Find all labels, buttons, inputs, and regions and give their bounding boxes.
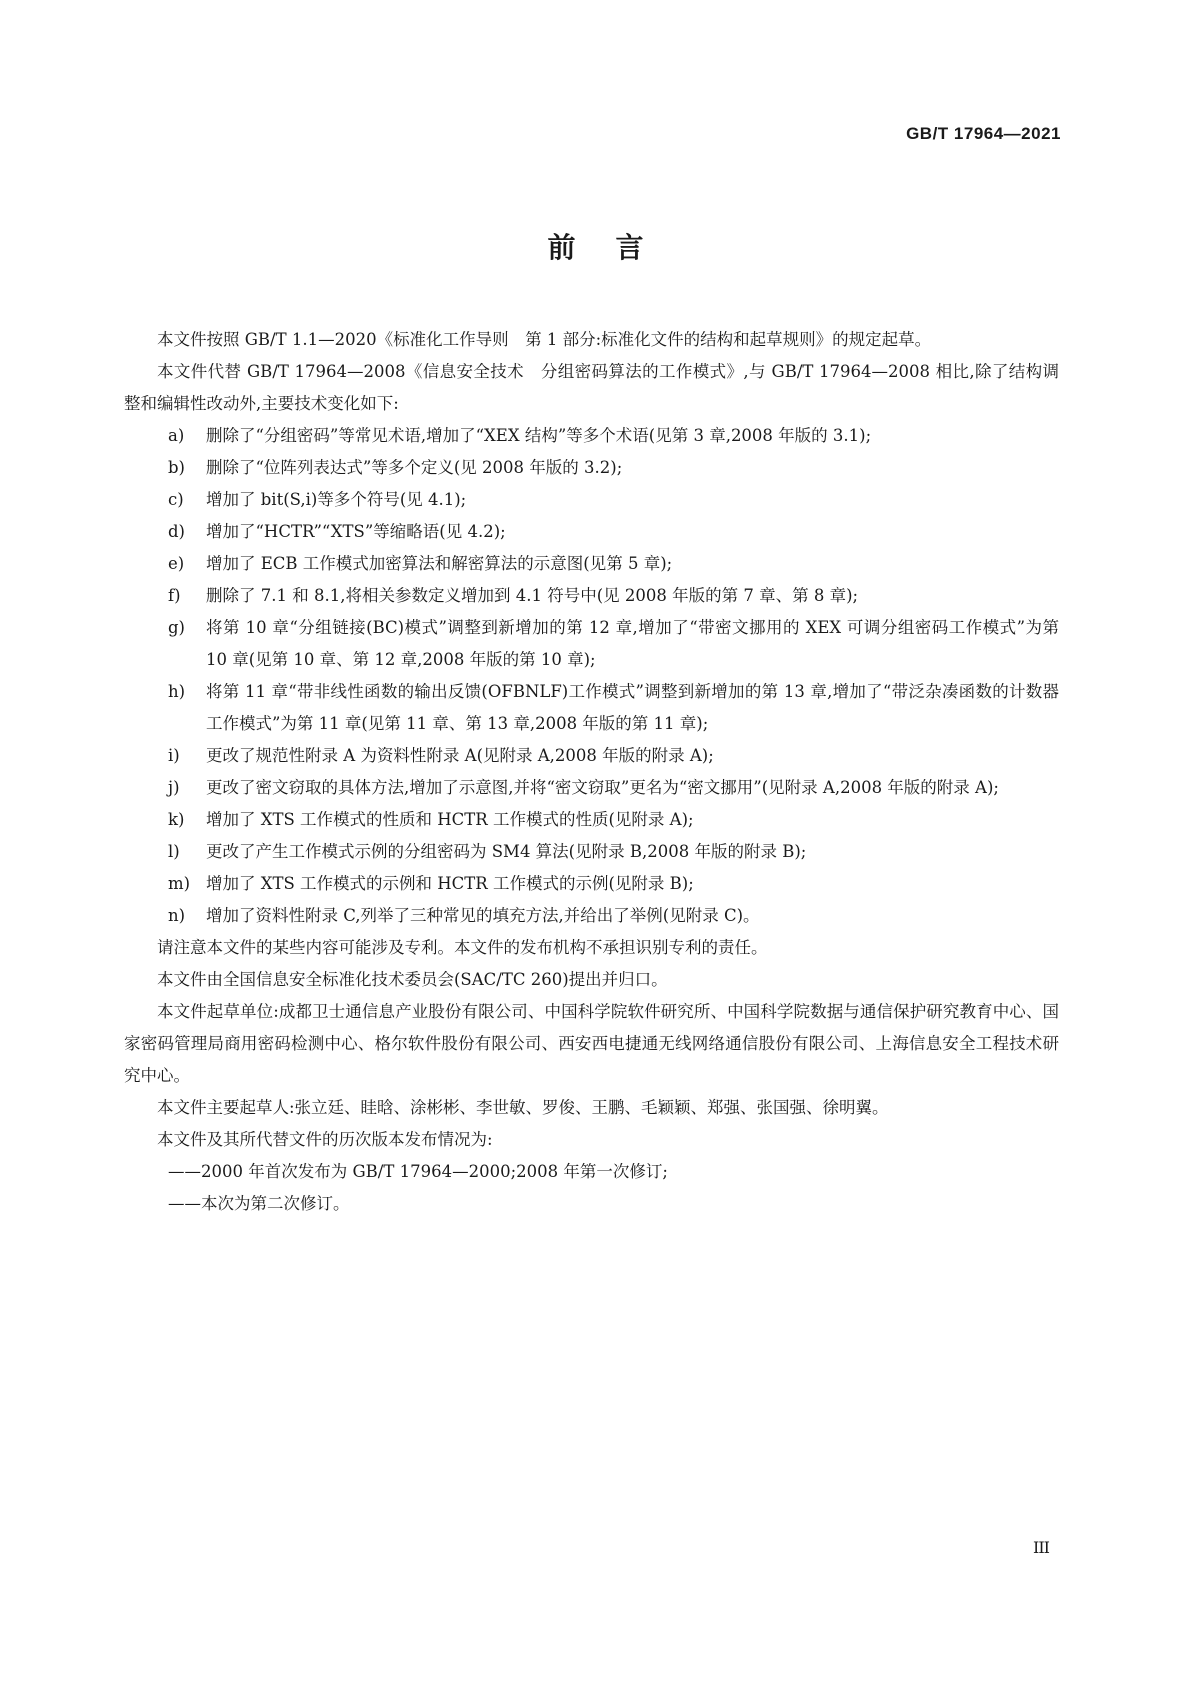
list-marker: c): [168, 490, 184, 509]
list-marker: n): [168, 906, 186, 925]
page-number: III: [1033, 1538, 1049, 1557]
list-text: 更改了规范性附录 A 为资料性附录 A(见附录 A,2008 年版的附录 A);: [206, 746, 714, 765]
list-text: 删除了“位阵列表达式”等多个定义(见 2008 年版的 3.2);: [206, 458, 623, 477]
list-text: 更改了密文窃取的具体方法,增加了示意图,并将“密文窃取”更名为“密文挪用”(见附录 A,2008 年版的附录 A);: [206, 778, 999, 797]
history-item: ——本次为第二次修订。: [168, 1194, 350, 1213]
list-marker: l): [168, 842, 180, 861]
list-item: [124, 484, 1059, 516]
list-item: [124, 516, 1059, 548]
list-marker: d): [168, 522, 185, 541]
list-marker: e): [168, 554, 185, 573]
list-text: 增加了 XTS 工作模式的示例和 HCTR 工作模式的示例(见附录 B);: [206, 874, 694, 893]
list-text: 删除了 7.1 和 8.1,将相关参数定义增加到 4.1 符号中(见 2008 年版的第 7 章、第 8 章);: [206, 586, 859, 605]
list-text: 增加了资料性附录 C,列举了三种常见的填充方法,并给出了举例(见附录 C)。: [206, 906, 760, 925]
list-text: 将第 10 章“分组链接(BC)模式”调整到新增加的第 12 章,增加了“带密文挪用的 XEX 可调分组密码工作模式”为第 10 章(见第 10 章、第 12 章,2008 年版的第 10 章);: [206, 618, 1059, 669]
page-title: 前言: [547, 231, 684, 264]
list-marker: m): [168, 874, 191, 893]
history-item: ——2000 年首次发布为 GB/T 17964—2000;2008 年第一次修订;: [168, 1162, 668, 1181]
list-item: [124, 612, 1059, 676]
list-item: [124, 452, 1059, 484]
list-text: 更改了产生工作模式示例的分组密码为 SM4 算法(见附录 B,2008 年版的附录 B);: [206, 842, 807, 861]
list-marker: j): [168, 778, 180, 797]
list-text: 删除了“分组密码”等常见术语,增加了“XEX 结构”等多个术语(见第 3 章,2008 年版的 3.1);: [206, 426, 872, 445]
paragraph-drafting-units: 本文件起草单位:成都卫士通信息产业股份有限公司、中国科学院软件研究所、中国科学院数据与通信保护研究教育中心、国家密码管理局商用密码检测中心、格尔软件股份有限公司、西安西电捷通无线网络通信股份有限公司、上海信息安全工程技术研究中心。: [124, 1002, 1059, 1085]
list-item: [124, 772, 1059, 804]
paragraph-replacement: 本文件代替 GB/T 17964—2008《信息安全技术 分组密码算法的工作模式》,与 GB/T 17964—2008 相比,除了结构调整和编辑性改动外,主要技术变化如下:: [124, 362, 1059, 413]
list-text: 增加了 ECB 工作模式加密算法和解密算法的示意图(见第 5 章);: [206, 554, 673, 573]
list-text: 增加了 bit(S,i)等多个符号(见 4.1);: [206, 490, 467, 509]
list-text: 增加了“HCTR”“XTS”等缩略语(见 4.2);: [206, 522, 506, 541]
paragraph-proposer: 本文件由全国信息安全标准化技术委员会(SAC/TC 260)提出并归口。: [157, 970, 668, 989]
list-item: [124, 868, 1059, 900]
list-marker: i): [168, 746, 180, 765]
paragraph-history-intro: 本文件及其所代替文件的历次版本发布情况为:: [157, 1130, 493, 1149]
list-item: [124, 580, 1059, 612]
technical-changes-list: [124, 420, 1059, 932]
list-item: [124, 676, 1059, 740]
paragraph-patent-notice: 请注意本文件的某些内容可能涉及专利。本文件的发布机构不承担识别专利的责任。: [157, 938, 768, 957]
list-marker: h): [168, 682, 186, 701]
list-marker: k): [168, 810, 185, 829]
list-marker: g): [168, 618, 185, 637]
list-item: [124, 740, 1059, 772]
list-marker: f): [168, 586, 181, 605]
list-item: [124, 420, 1059, 452]
list-item: [124, 548, 1059, 580]
list-item: [124, 804, 1059, 836]
list-text: 增加了 XTS 工作模式的性质和 HCTR 工作模式的性质(见附录 A);: [206, 810, 694, 829]
foreword-body: [124, 324, 1059, 1220]
list-text: 将第 11 章“带非线性函数的输出反馈(OFBNLF)工作模式”调整到新增加的第 13 章,增加了“带泛杂凑函数的计数器工作模式”为第 11 章(见第 11 章、第 13 章,2008 年版的第 11 章);: [206, 682, 1059, 733]
document-code: GB/T 17964—2021: [906, 124, 1061, 143]
list-item: [124, 836, 1059, 868]
paragraph-drafters: 本文件主要起草人:张立廷、眭晗、涂彬彬、李世敏、罗俊、王鹏、毛颖颖、郑强、张国强、徐明翼。: [157, 1098, 889, 1117]
list-marker: a): [168, 426, 185, 445]
list-marker: b): [168, 458, 185, 477]
list-item: [124, 900, 1059, 932]
paragraph-drafting-rules: 本文件按照 GB/T 1.1—2020《标准化工作导则 第 1 部分:标准化文件的结构和起草规则》的规定起草。: [157, 330, 932, 349]
